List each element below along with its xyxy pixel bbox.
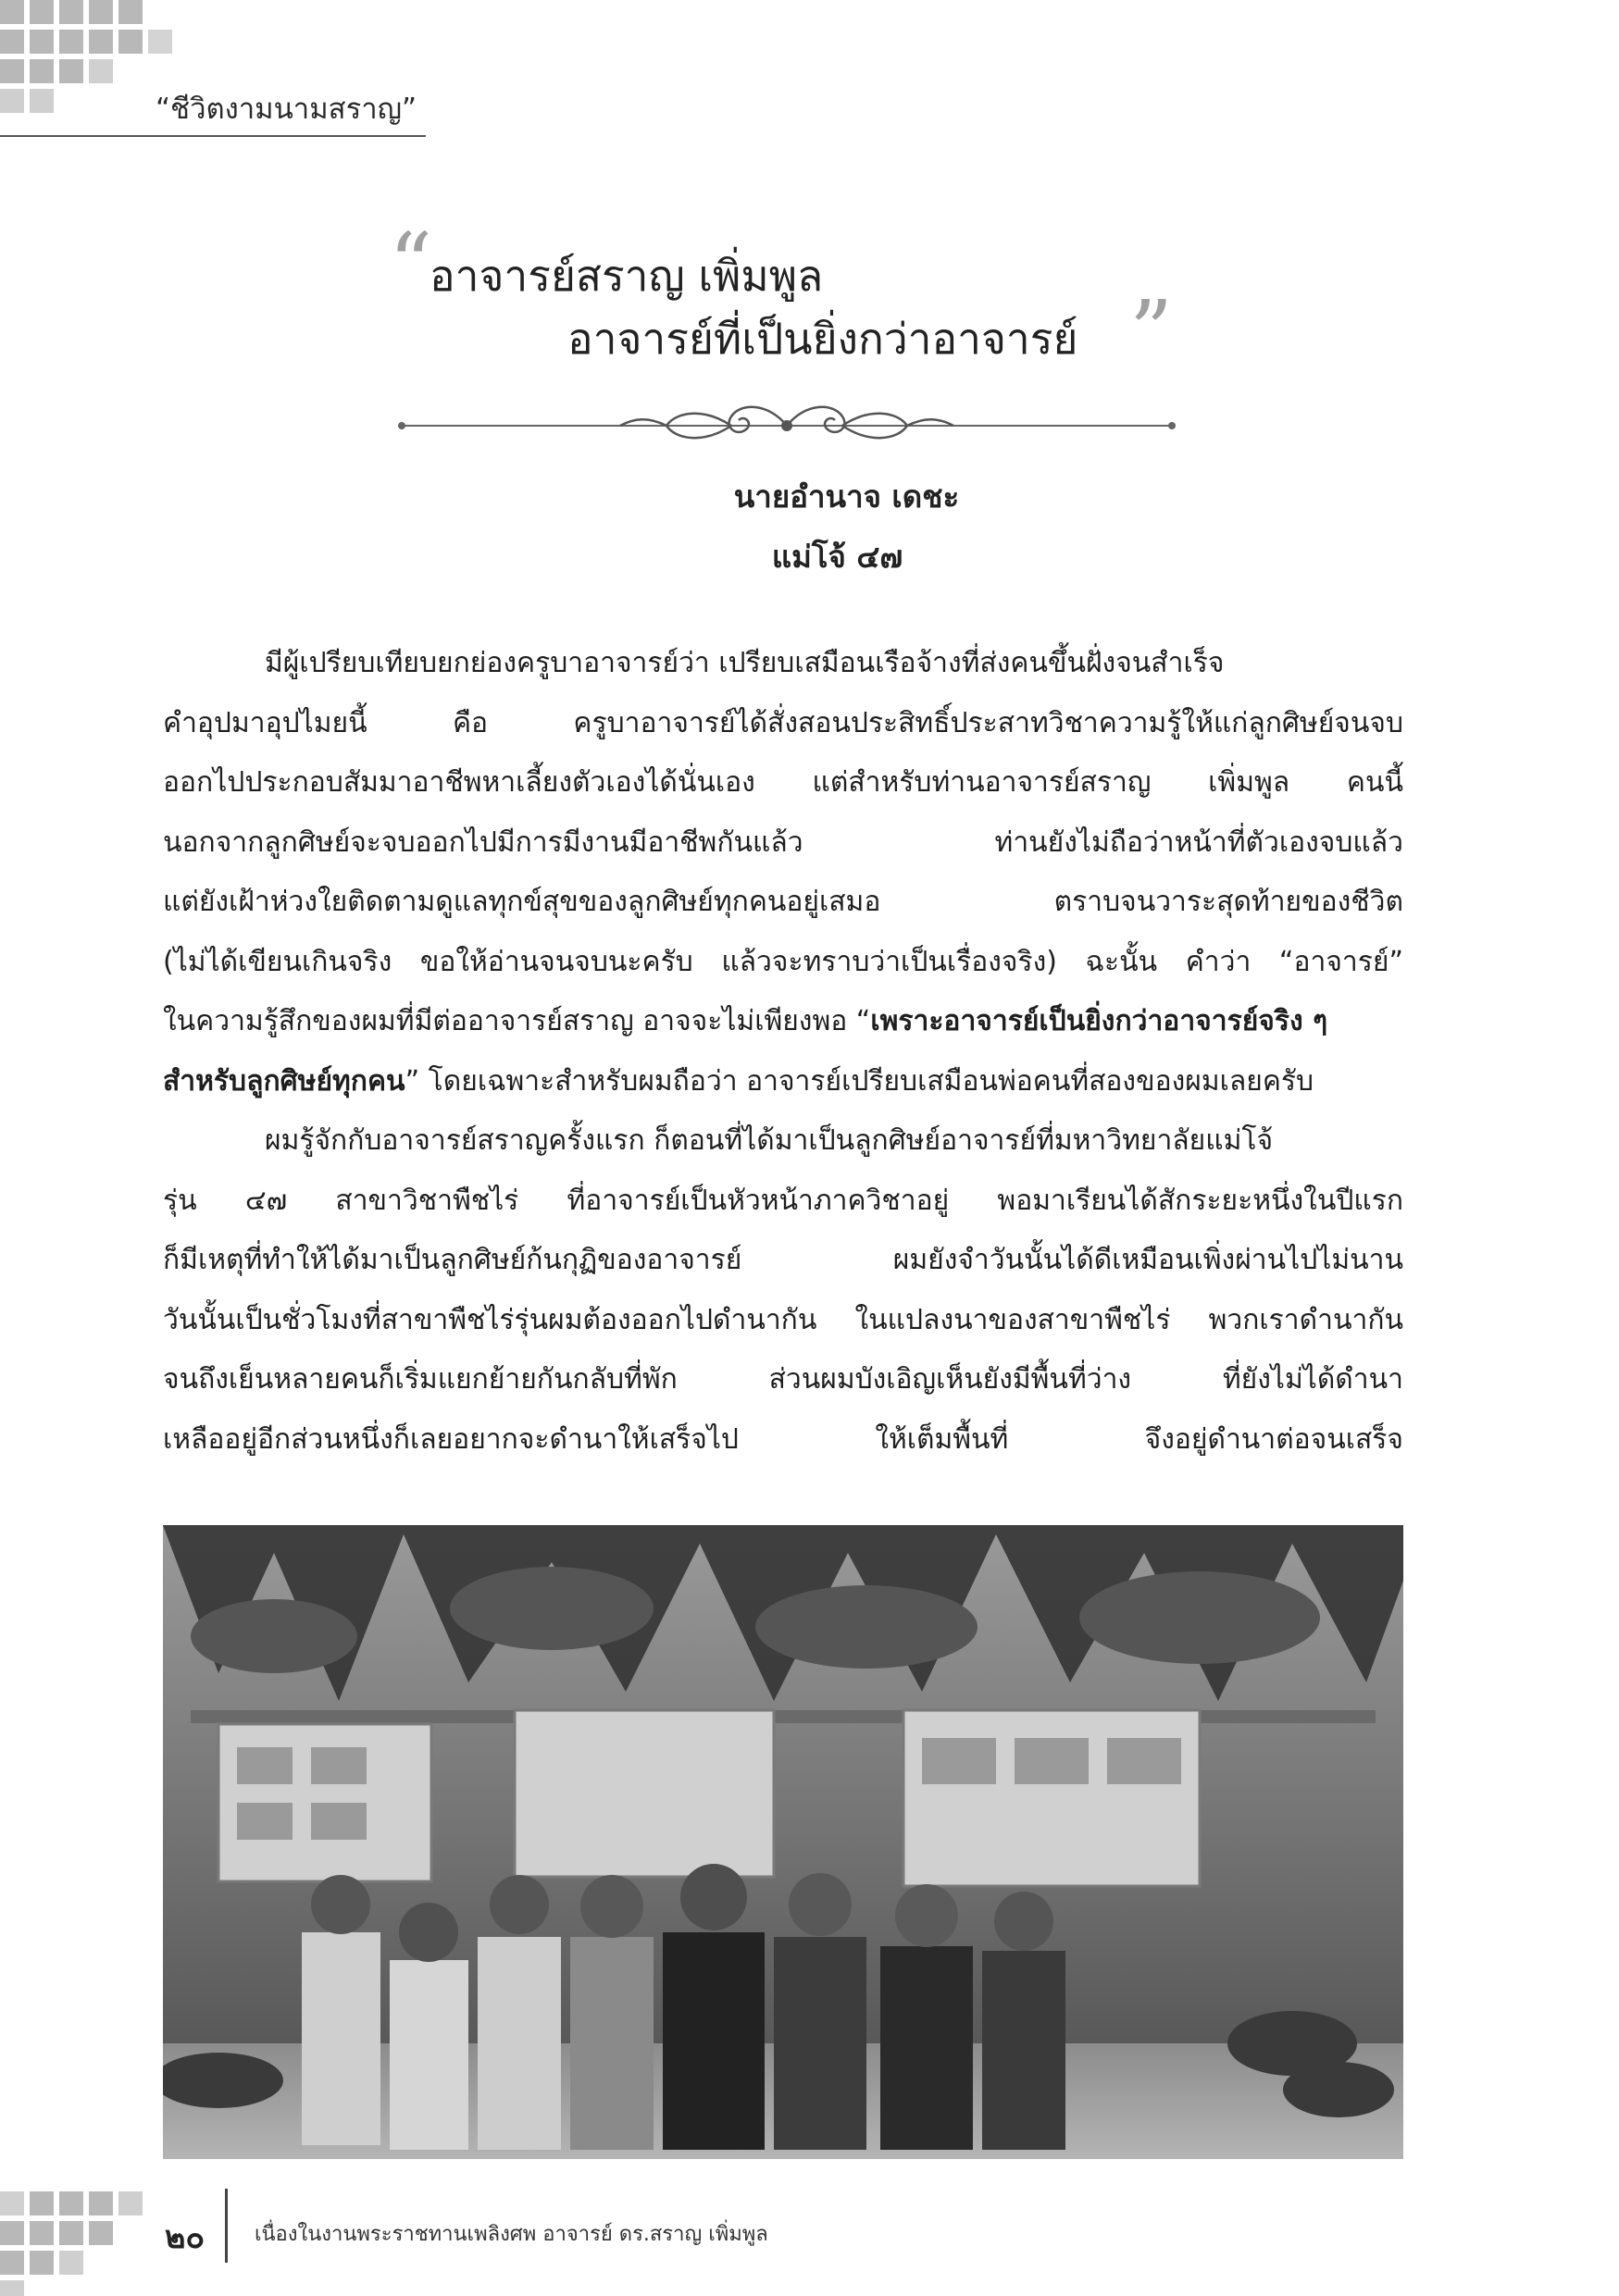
article-title bbox=[389, 215, 1222, 381]
body-line: วันนั้นเป็นชั่วโมงที่สาขาพืชไร่รุ่นผมต้องออกไปดำนากัน ในแปลงนาของสาขาพืชไร่ พวกเราดำนากัน bbox=[163, 1303, 1403, 1336]
body-line: นอกจากลูกศิษย์จะจบออกไปมีการมีงานมีอาชีพกันแล้ว ท่านยังไม่ถือว่าหน้าที่ตัวเองจบแล้ว bbox=[163, 825, 1403, 859]
body-line: (ไม่ได้เขียนเกินจริง ขอให้อ่านจนจบนะครับ แล้วจะทราบว่าเป็นเรื่องจริง) ฉะนั้น คำว่า “อาจารย์” bbox=[163, 945, 1403, 978]
group-photo bbox=[163, 1525, 1403, 2159]
body-line bbox=[163, 1052, 1403, 1112]
article-body bbox=[163, 634, 1403, 1470]
body-line: ออกไปประกอบสัมมาอาชีพหาเลี้ยงตัวเองได้นั่นเอง แต่สำหรับท่านอาจารย์สราญ เพิ่มพูล คนนี้ bbox=[163, 766, 1403, 799]
body-line: คำอุปมาอุปไมยนี้ คือ ครูบาอาจารย์ได้สั่งสอนประสิทธิ์ประสาทวิชาความรู้ให้แก่ลูกศิษย์จนจบ bbox=[163, 706, 1403, 739]
body-text-run: ” โดยเฉพาะสำหรับผมถือว่า อาจารย์เปรียบเสมือนพ่อคนที่สองของผมเลยครับ bbox=[405, 1064, 1314, 1098]
author-name: นายอำนาจ เดชะ bbox=[733, 478, 960, 515]
body-bold-run: สำหรับลูกศิษย์ทุกคน bbox=[163, 1064, 405, 1098]
body-bold-run: เพราะอาจารย์เป็นยิ่งกว่าอาจารย์จริง ๆ bbox=[870, 1005, 1328, 1037]
body-line bbox=[163, 992, 1403, 1052]
body-text-run: ในความรู้สึกของผมที่มีต่ออาจารย์สราญ อาจจะไม่เพียงพอ “ bbox=[163, 1005, 871, 1037]
title-open-quote: “ bbox=[389, 215, 433, 314]
body-line: เหลืออยู่อีกส่วนหนึ่งก็เลยอยากจะดำนาให้เสร็จไป ให้เต็มพื้นที่ จึงอยู่ดำนาต่อจนเสร็จ bbox=[163, 1422, 1403, 1456]
title-line-1: อาจารย์สราญ เพิ่มพูล bbox=[430, 251, 824, 301]
running-header: “ชีวิตงามนามสราญ” bbox=[156, 93, 417, 126]
title-line-2: อาจารย์ที่เป็นยิ่งกว่าอาจารย์ bbox=[567, 314, 1078, 364]
body-line: แต่ยังเฝ้าห่วงใยติดตามดูแลทุกข์สุขของลูกศิษย์ทุกคนอยู่เสมอ ตราบจนวาระสุดท้ายของชีวิต bbox=[163, 886, 1403, 918]
body-line: ก็มีเหตุที่ทำให้ได้มาเป็นลูกศิษย์ก้นกุฏิของอาจารย์ ผมยังจำวันนั้นได้ดีเหมือนเพิ่งผ่านไปไม่นาน bbox=[163, 1244, 1403, 1276]
title-ornament-divider bbox=[398, 389, 1176, 453]
footer-divider bbox=[225, 2189, 228, 2263]
body-line: มีผู้เปรียบเทียบยกย่องครูบาอาจารย์ว่า เปรียบเสมือนเรือจ้างที่ส่งคนขึ้นฝั่งจนสำเร็จ bbox=[265, 647, 1225, 679]
title-close-quote: ” bbox=[1129, 282, 1174, 381]
footer-caption: เนื่องในงานพระราชทานเพลิงศพ อาจารย์ ดร.สราญ เพิ่มพูล bbox=[255, 2223, 768, 2246]
author-class: แม่โจ้ ๔๗ bbox=[771, 539, 903, 575]
body-line: รุ่น ๔๗ สาขาวิชาพืชไร่ ที่อาจารย์เป็นหัวหน้าภาควิชาอยู่ พอมาเรียนได้สักระยะหนึ่งในปีแรก bbox=[163, 1184, 1403, 1217]
body-line: จนถึงเย็นหลายคนก็เริ่มแยกย้ายกันกลับที่พัก ส่วนผมบังเอิญเห็นยังมีพื้นที่ว่าง ที่ยังไม่ได้ดำนา bbox=[163, 1363, 1403, 1396]
body-line: ผมรู้จักกับอาจารย์สราญครั้งแรก ก็ตอนที่ได้มาเป็นลูกศิษย์อาจารย์ที่มหาวิทยาลัยแม่โจ้ bbox=[265, 1124, 1274, 1157]
page-number: ๒๐ bbox=[165, 2219, 205, 2256]
header-rule bbox=[0, 135, 426, 137]
